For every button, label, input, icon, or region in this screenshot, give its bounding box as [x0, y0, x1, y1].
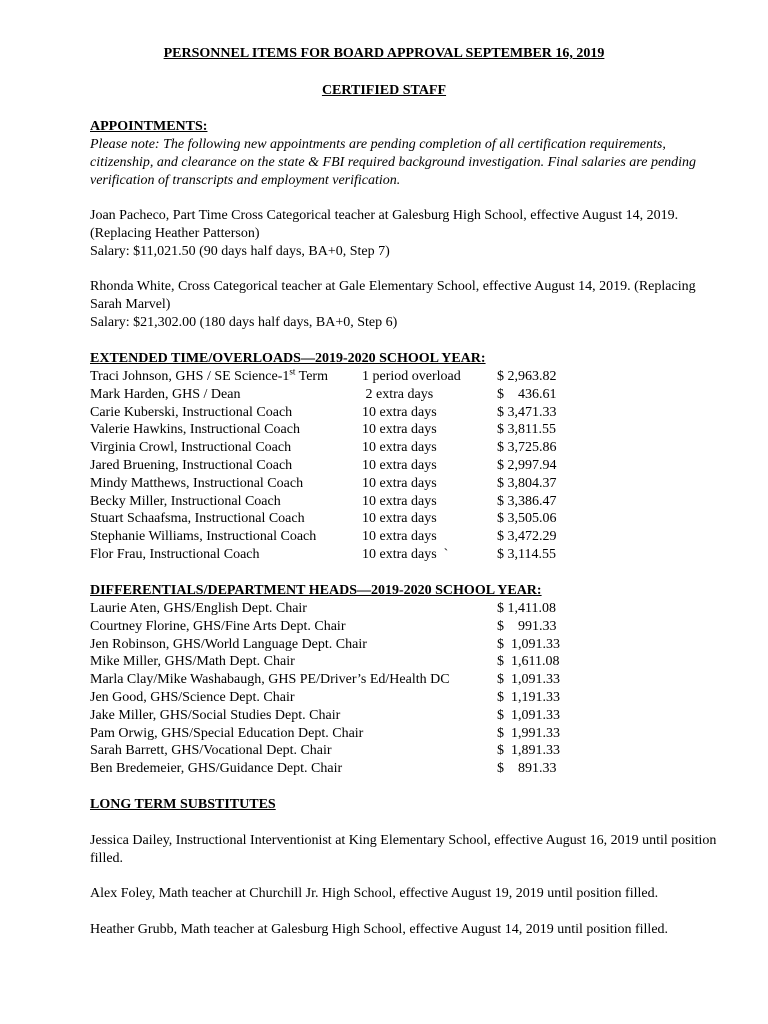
differentials-heading: DIFFERENTIALS/DEPARTMENT HEADS—2019-2020 SCHOOL YEAR: [90, 583, 542, 598]
overload-amount: $ 3,804.37 [497, 475, 557, 491]
differential-name: Jen Good, GHS/Science Dept. Chair [90, 689, 295, 705]
differential-amount: $ 1,411.08 [497, 601, 556, 616]
overload-detail: 10 extra days [362, 457, 437, 473]
document-title: PERSONNEL ITEMS FOR BOARD APPROVAL SEPTEMBER 16, 2019 [163, 46, 605, 61]
substitutes-section [90, 796, 730, 814]
overload-detail: 10 extra days [362, 529, 437, 545]
overload-detail: 10 extra days [362, 404, 437, 420]
differential-name: Courtney Florine, GHS/Fine Arts Dept. Chair [90, 618, 346, 634]
overload-detail: 10 extra days [362, 475, 437, 491]
overload-row [90, 528, 730, 546]
differential-name: Sarah Barrett, GHS/Vocational Dept. Chair [90, 743, 332, 759]
appointment-salary: Salary: $21,302.00 (180 days half days, BA+0, Step 6) [90, 315, 398, 330]
overload-row [90, 421, 730, 439]
overload-detail: 10 extra days [362, 422, 437, 438]
section-title-certified-staff: CERTIFIED STAFF [321, 83, 447, 98]
differential-row [90, 671, 730, 689]
overload-detail: 10 extra days [362, 511, 437, 527]
appointment-description: Joan Pacheco, Part Time Cross Categorical teacher at Galesburg High School, effective August 14, 2019. (Replacing Heather Patterson) [90, 208, 679, 241]
overload-row [90, 404, 730, 422]
overload-amount: $ 436.61 [497, 386, 557, 402]
differential-row [90, 760, 730, 778]
substitutes-heading: LONG TERM SUBSTITUTES [90, 797, 276, 812]
appointment-salary: Salary: $11,021.50 (90 days half days, BA+0, Step 7) [90, 244, 390, 259]
overload-detail: 1 period overload [362, 369, 461, 384]
differentials-section [90, 582, 730, 778]
overload-row [90, 457, 730, 475]
overloads-heading: EXTENDED TIME/OVERLOADS—2019-2020 SCHOOL YEAR: [90, 351, 486, 366]
overload-detail: 2 extra days [362, 386, 434, 402]
overload-amount: $ 2,997.94 [497, 457, 557, 473]
overloads-section [90, 350, 730, 564]
differential-row [90, 653, 730, 671]
overload-row [90, 510, 730, 528]
overload-row [90, 546, 730, 564]
differential-name: Marla Clay/Mike Washabaugh, GHS PE/Driver’s Ed/Health DC [90, 672, 450, 688]
overload-name: Mark Harden, GHS / Dean [90, 386, 241, 402]
substitute-entry [90, 885, 730, 903]
differential-amount: $ 1,611.08 [497, 654, 560, 670]
substitute-entry [90, 832, 730, 868]
overload-amount: $ 3,114.55 [497, 546, 556, 562]
differential-amount: $ 1,091.33 [497, 707, 560, 723]
appointment-entry [90, 278, 730, 332]
overload-row [90, 439, 730, 457]
differential-name: Pam Orwig, GHS/Special Education Dept. Chair [90, 725, 364, 741]
overload-amount: $ 3,725.86 [497, 440, 557, 456]
differential-row [90, 689, 730, 707]
appointment-entry [90, 207, 730, 261]
differential-name: Ben Bredemeier, GHS/Guidance Dept. Chair [90, 761, 343, 777]
differential-name: Mike Miller, GHS/Math Dept. Chair [90, 654, 295, 670]
overload-amount: $ 3,811.55 [497, 422, 556, 438]
appointments-note: Please note: The following new appointments are pending completion of all certification requirements, citizenship, and clearance on the state & FBI required background investigation. Final salaries are pending verification of transcripts and employment verification. [90, 137, 697, 188]
substitute-description: Alex Foley, Math teacher at Churchill Jr. High School, effective August 19, 2019 until position filled. [90, 886, 659, 901]
differential-amount: $ 1,191.33 [497, 689, 560, 705]
differential-row [90, 707, 730, 725]
overload-name: Virginia Crowl, Instructional Coach [90, 440, 292, 456]
overload-amount: $ 3,472.29 [497, 529, 557, 545]
differential-name: Jake Miller, GHS/Social Studies Dept. Chair [90, 707, 341, 723]
appointment-description: Rhonda White, Cross Categorical teacher at Gale Elementary School, effective August 14, 2019. (Replacing Sarah Marvel) [90, 279, 696, 312]
differential-row [90, 742, 730, 760]
overload-amount: $ 2,963.82 [497, 369, 557, 384]
differential-row [90, 600, 730, 618]
differential-name: Jen Robinson, GHS/World Language Dept. Chair [90, 636, 367, 652]
overload-amount: $ 3,505.06 [497, 511, 557, 527]
overload-name: Valerie Hawkins, Instructional Coach [90, 422, 300, 438]
overload-name: Stuart Schaafsma, Instructional Coach [90, 511, 305, 527]
differential-amount: $ 1,891.33 [497, 743, 560, 759]
overload-name: Mindy Matthews, Instructional Coach [90, 475, 304, 491]
differential-amount: $ 1,991.33 [497, 725, 560, 741]
substitute-description: Jessica Dailey, Instructional Interventionist at King Elementary School, effective August 16, 2019 until position filled. [90, 833, 717, 866]
overload-name: Traci Johnson, GHS / SE Science-1st Term [90, 366, 328, 384]
differential-amount: $ 1,091.33 [497, 672, 560, 688]
overload-amount: $ 3,471.33 [497, 404, 557, 420]
substitute-description: Heather Grubb, Math teacher at Galesburg High School, effective August 14, 2019 until position filled. [90, 922, 669, 937]
differential-amount: $ 991.33 [497, 618, 557, 634]
overload-name: Jared Bruening, Instructional Coach [90, 457, 293, 473]
overload-row [90, 386, 730, 404]
overload-name: Becky Miller, Instructional Coach [90, 493, 281, 509]
overload-row [90, 368, 730, 386]
overload-name: Flor Frau, Instructional Coach [90, 546, 260, 562]
differential-row [90, 618, 730, 636]
differential-name: Laurie Aten, GHS/English Dept. Chair [90, 601, 307, 616]
appointments-section [90, 118, 730, 190]
overload-detail: 10 extra days [362, 440, 437, 456]
appointments-heading: APPOINTMENTS: [90, 119, 208, 134]
overload-name: Carie Kuberski, Instructional Coach [90, 404, 293, 420]
overload-row [90, 493, 730, 511]
overload-name: Stephanie Williams, Instructional Coach [90, 529, 317, 545]
overload-row [90, 475, 730, 493]
overload-amount: $ 3,386.47 [497, 493, 557, 509]
differential-amount: $ 891.33 [497, 761, 557, 777]
differential-row [90, 725, 730, 743]
differential-amount: $ 1,091.33 [497, 636, 560, 652]
differential-row [90, 636, 730, 654]
substitute-entry [90, 921, 730, 939]
overload-detail: 10 extra days ` [362, 546, 449, 562]
overload-detail: 10 extra days [362, 493, 437, 509]
